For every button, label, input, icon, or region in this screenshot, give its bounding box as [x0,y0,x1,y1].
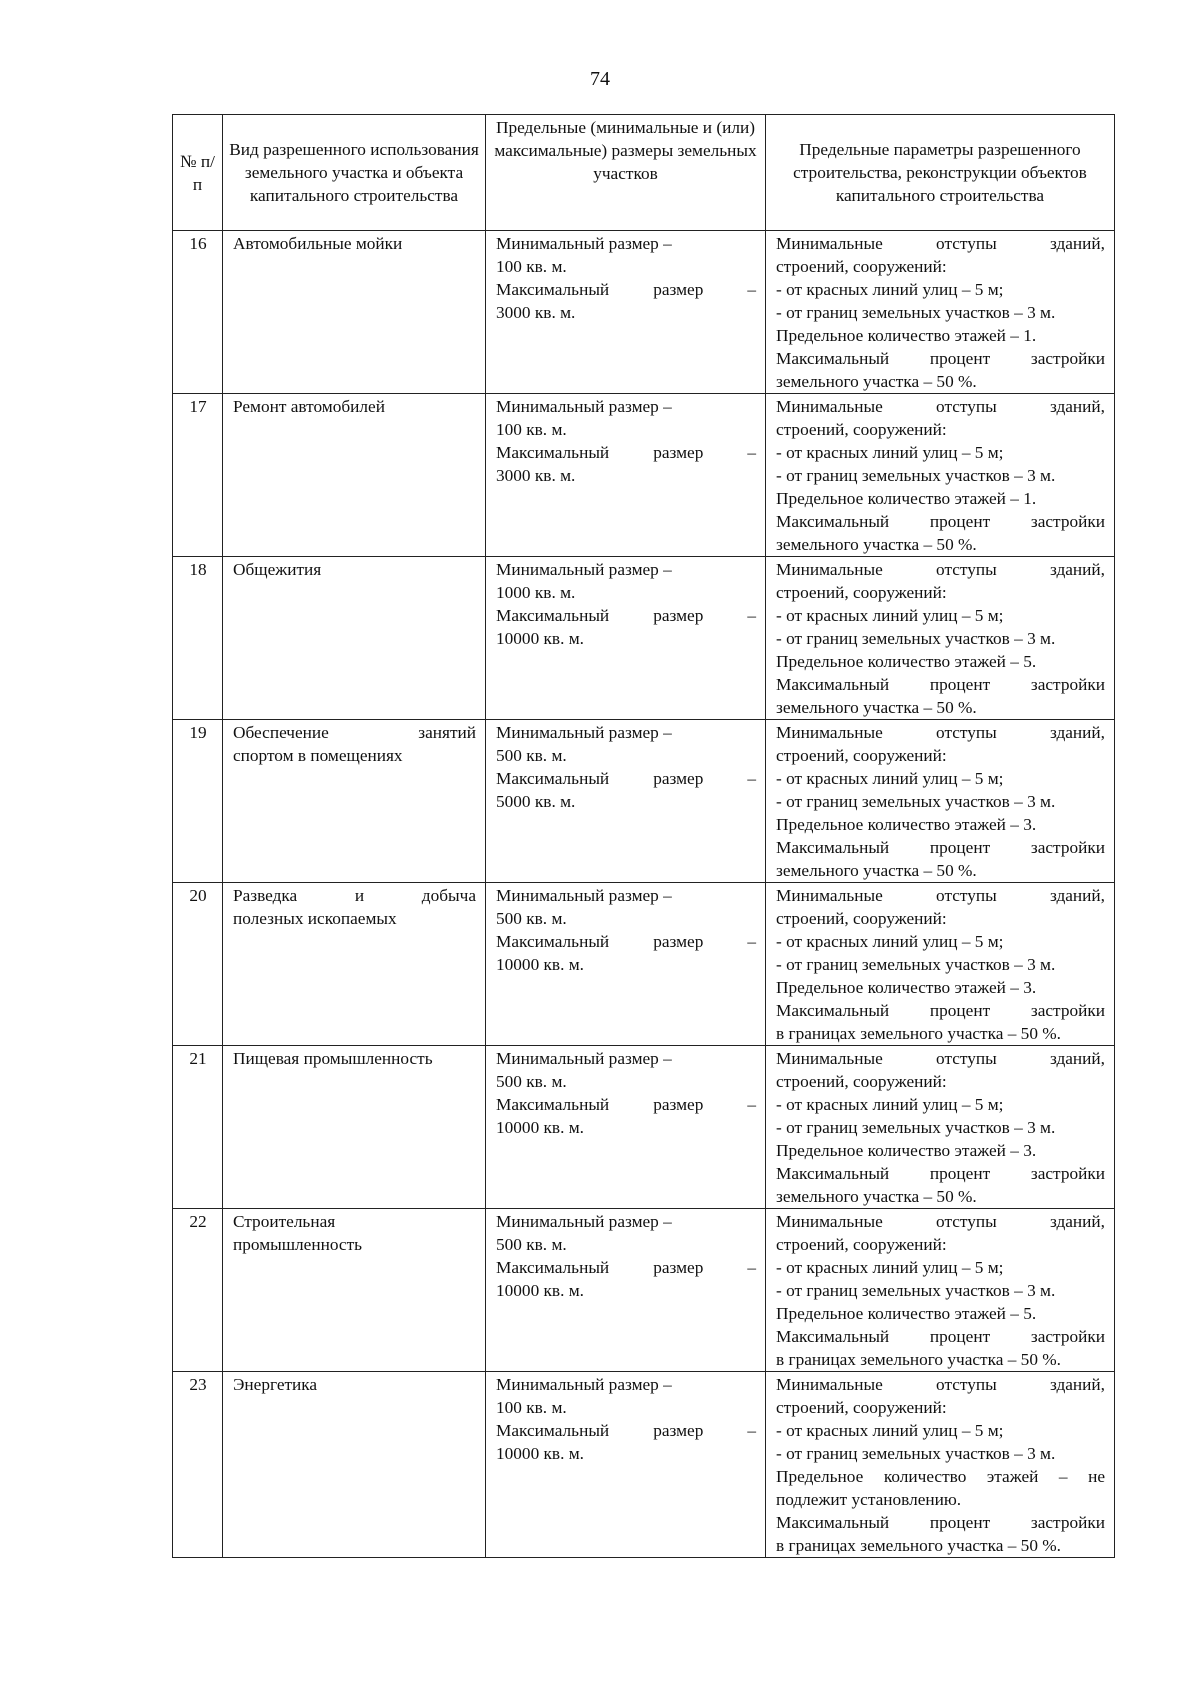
params-cell [766,1046,1115,1209]
size-cell-line: Минимальный размер – [496,1049,672,1068]
params-cell-line: земельного участка – 50 %. [776,1187,977,1206]
table-header-row [173,115,1115,231]
params-cell-line: Максимальный процент застройки [776,1001,1105,1020]
params-cell-line: - от красных линий улиц – 5 м; [776,606,1004,625]
row-number: 17 [173,394,223,557]
params-cell-line: - от границ земельных участков – 3 м. [776,1281,1056,1300]
params-cell-line: Предельное количество этажей – 5. [776,652,1037,671]
size-cell-line: 500 кв. м. [496,1235,567,1254]
size-cell-line: Минимальный размер – [496,397,672,416]
size-cell-line: Максимальный размер – [496,769,756,788]
use-cell [223,1046,486,1209]
use-cell [223,557,486,720]
params-cell-line: в границах земельного участка – 50 %. [776,1536,1061,1555]
size-cell-line: 100 кв. м. [496,420,567,439]
use-cell-line: спортом в помещениях [233,746,403,765]
params-cell-line: Предельное количество этажей – 3. [776,1141,1037,1160]
header-num: № п/п [173,115,223,231]
params-cell-line: - от границ земельных участков – 3 м. [776,1118,1056,1137]
params-cell-line: Предельное количество этажей – 3. [776,815,1037,834]
params-cell-line: строений, сооружений: [776,257,947,276]
params-cell-line: строений, сооружений: [776,909,947,928]
params-cell-line: Предельное количество этажей – 1. [776,489,1037,508]
size-cell-line: Максимальный размер – [496,280,756,299]
row-number: 20 [173,883,223,1046]
params-cell-line: Максимальный процент застройки [776,349,1105,368]
params-cell-line: Максимальный процент застройки [776,1513,1105,1532]
params-cell-line: - от красных линий улиц – 5 м; [776,1095,1004,1114]
params-cell-line: Предельное количество этажей – 3. [776,978,1037,997]
params-cell-line: Минимальные отступы зданий, [776,1375,1105,1394]
size-cell [486,1046,766,1209]
table-row [173,720,1115,883]
params-cell-line: - от границ земельных участков – 3 м. [776,303,1056,322]
params-cell-line: Минимальные отступы зданий, [776,1212,1105,1231]
use-cell-line: полезных ископаемых [233,909,397,928]
params-cell-line: - от границ земельных участков – 3 м. [776,466,1056,485]
params-cell [766,883,1115,1046]
table-row [173,1046,1115,1209]
table-row [173,394,1115,557]
size-cell-line: 1000 кв. м. [496,583,576,602]
params-cell-line: - от границ земельных участков – 3 м. [776,955,1056,974]
params-cell-line: подлежит установлению. [776,1490,962,1509]
params-cell [766,1209,1115,1372]
params-cell-line: - от красных линий улиц – 5 м; [776,1258,1004,1277]
row-number: 18 [173,557,223,720]
row-number: 19 [173,720,223,883]
table-row [173,883,1115,1046]
size-cell-line: Минимальный размер – [496,723,672,742]
params-cell-line: - от границ земельных участков – 3 м. [776,792,1056,811]
size-cell-line: 10000 кв. м. [496,1444,584,1463]
size-cell-line: 5000 кв. м. [496,792,576,811]
params-cell-line: Минимальные отступы зданий, [776,886,1105,905]
table-row [173,557,1115,720]
size-cell [486,1209,766,1372]
row-number: 21 [173,1046,223,1209]
row-number: 22 [173,1209,223,1372]
zoning-table [172,114,1115,1558]
size-cell [486,231,766,394]
params-cell-line: земельного участка – 50 %. [776,861,977,880]
params-cell-line: Максимальный процент застройки [776,1327,1105,1346]
params-cell-line: Максимальный процент застройки [776,512,1105,531]
params-cell-line: - от красных линий улиц – 5 м; [776,1421,1004,1440]
size-cell-line: Максимальный размер – [496,443,756,462]
params-cell-line: строений, сооружений: [776,746,947,765]
params-cell-line: земельного участка – 50 %. [776,372,977,391]
use-cell-line: Обеспечение занятий [233,723,476,742]
use-cell [223,394,486,557]
params-cell-line: строений, сооружений: [776,1398,947,1417]
params-cell [766,1372,1115,1558]
params-cell-line: Максимальный процент застройки [776,838,1105,857]
use-cell [223,1209,486,1372]
size-cell [486,394,766,557]
size-cell-line: Минимальный размер – [496,1212,672,1231]
table-row [173,231,1115,394]
size-cell-line: 3000 кв. м. [496,466,576,485]
size-cell [486,883,766,1046]
params-cell-line: - от красных линий улиц – 5 м; [776,443,1004,462]
size-cell-line: 500 кв. м. [496,909,567,928]
table-row [173,1372,1115,1558]
size-cell-line: 10000 кв. м. [496,1118,584,1137]
params-cell-line: - от границ земельных участков – 3 м. [776,1444,1056,1463]
params-cell-line: Минимальные отступы зданий, [776,397,1105,416]
params-cell-line: в границах земельного участка – 50 %. [776,1024,1061,1043]
params-cell-line: строений, сооружений: [776,1235,947,1254]
params-cell-line: - от красных линий улиц – 5 м; [776,280,1004,299]
params-cell-line: строений, сооружений: [776,1072,947,1091]
use-cell-line: промышленность [233,1235,363,1254]
size-cell-line: Максимальный размер – [496,1421,756,1440]
size-cell-line: Максимальный размер – [496,606,756,625]
params-cell-line: строений, сооружений: [776,420,947,439]
size-cell-line: 500 кв. м. [496,746,567,765]
use-cell-line: Автомобильные мойки [233,234,403,253]
size-cell-line: 500 кв. м. [496,1072,567,1091]
size-cell-line: Максимальный размер – [496,1095,756,1114]
size-cell-line: Минимальный размер – [496,1375,672,1394]
header-size: Предельные (минимальные и (или) максимальные) размеры земельных участков [486,115,766,231]
use-cell-line: Энергетика [233,1375,318,1394]
table-body [173,231,1115,1558]
size-cell-line: Минимальный размер – [496,560,672,579]
params-cell-line: Минимальные отступы зданий, [776,560,1105,579]
row-number: 16 [173,231,223,394]
params-cell-line: - от красных линий улиц – 5 м; [776,932,1004,951]
use-cell [223,231,486,394]
use-cell [223,883,486,1046]
page-number: 74 [590,68,610,90]
params-cell [766,394,1115,557]
size-cell-line: Максимальный размер – [496,932,756,951]
params-cell-line: - от границ земельных участков – 3 м. [776,629,1056,648]
size-cell-line: 100 кв. м. [496,257,567,276]
params-cell [766,720,1115,883]
params-cell-line: Минимальные отступы зданий, [776,234,1105,253]
size-cell-line: 10000 кв. м. [496,1281,584,1300]
size-cell-line: 10000 кв. м. [496,629,584,648]
header-params: Предельные параметры разрешенного строительства, реконструкции объектов капитального строительства [766,115,1115,231]
params-cell-line: земельного участка – 50 %. [776,535,977,554]
params-cell-line: Минимальные отступы зданий, [776,723,1105,742]
params-cell-line: Минимальные отступы зданий, [776,1049,1105,1068]
params-cell-line: Максимальный процент застройки [776,1164,1105,1183]
size-cell-line: Минимальный размер – [496,886,672,905]
use-cell-line: Строительная [233,1212,336,1231]
size-cell-line: 10000 кв. м. [496,955,584,974]
params-cell [766,231,1115,394]
params-cell-line: земельного участка – 50 %. [776,698,977,717]
params-cell-line: Предельное количество этажей – 5. [776,1304,1037,1323]
use-cell [223,1372,486,1558]
params-cell-line: - от красных линий улиц – 5 м; [776,769,1004,788]
params-cell-line: Предельное количество этажей – 1. [776,326,1037,345]
size-cell-line: Минимальный размер – [496,234,672,253]
row-number: 23 [173,1372,223,1558]
size-cell [486,1372,766,1558]
use-cell-line: Разведка и добыча [233,886,476,905]
params-cell [766,557,1115,720]
use-cell [223,720,486,883]
use-cell-line: Общежития [233,560,322,579]
header-use: Вид разрешенного использования земельного участка и объекта капитального строительства [223,115,486,231]
use-cell-line: Пищевая промышленность [233,1049,433,1068]
params-cell-line: Максимальный процент застройки [776,675,1105,694]
size-cell [486,557,766,720]
params-cell-line: Предельное количество этажей – не [776,1467,1105,1486]
params-cell-line: строений, сооружений: [776,583,947,602]
use-cell-line: Ремонт автомобилей [233,397,385,416]
size-cell-line: 100 кв. м. [496,1398,567,1417]
size-cell [486,720,766,883]
size-cell-line: Максимальный размер – [496,1258,756,1277]
params-cell-line: в границах земельного участка – 50 %. [776,1350,1061,1369]
size-cell-line: 3000 кв. м. [496,303,576,322]
table-row [173,1209,1115,1372]
